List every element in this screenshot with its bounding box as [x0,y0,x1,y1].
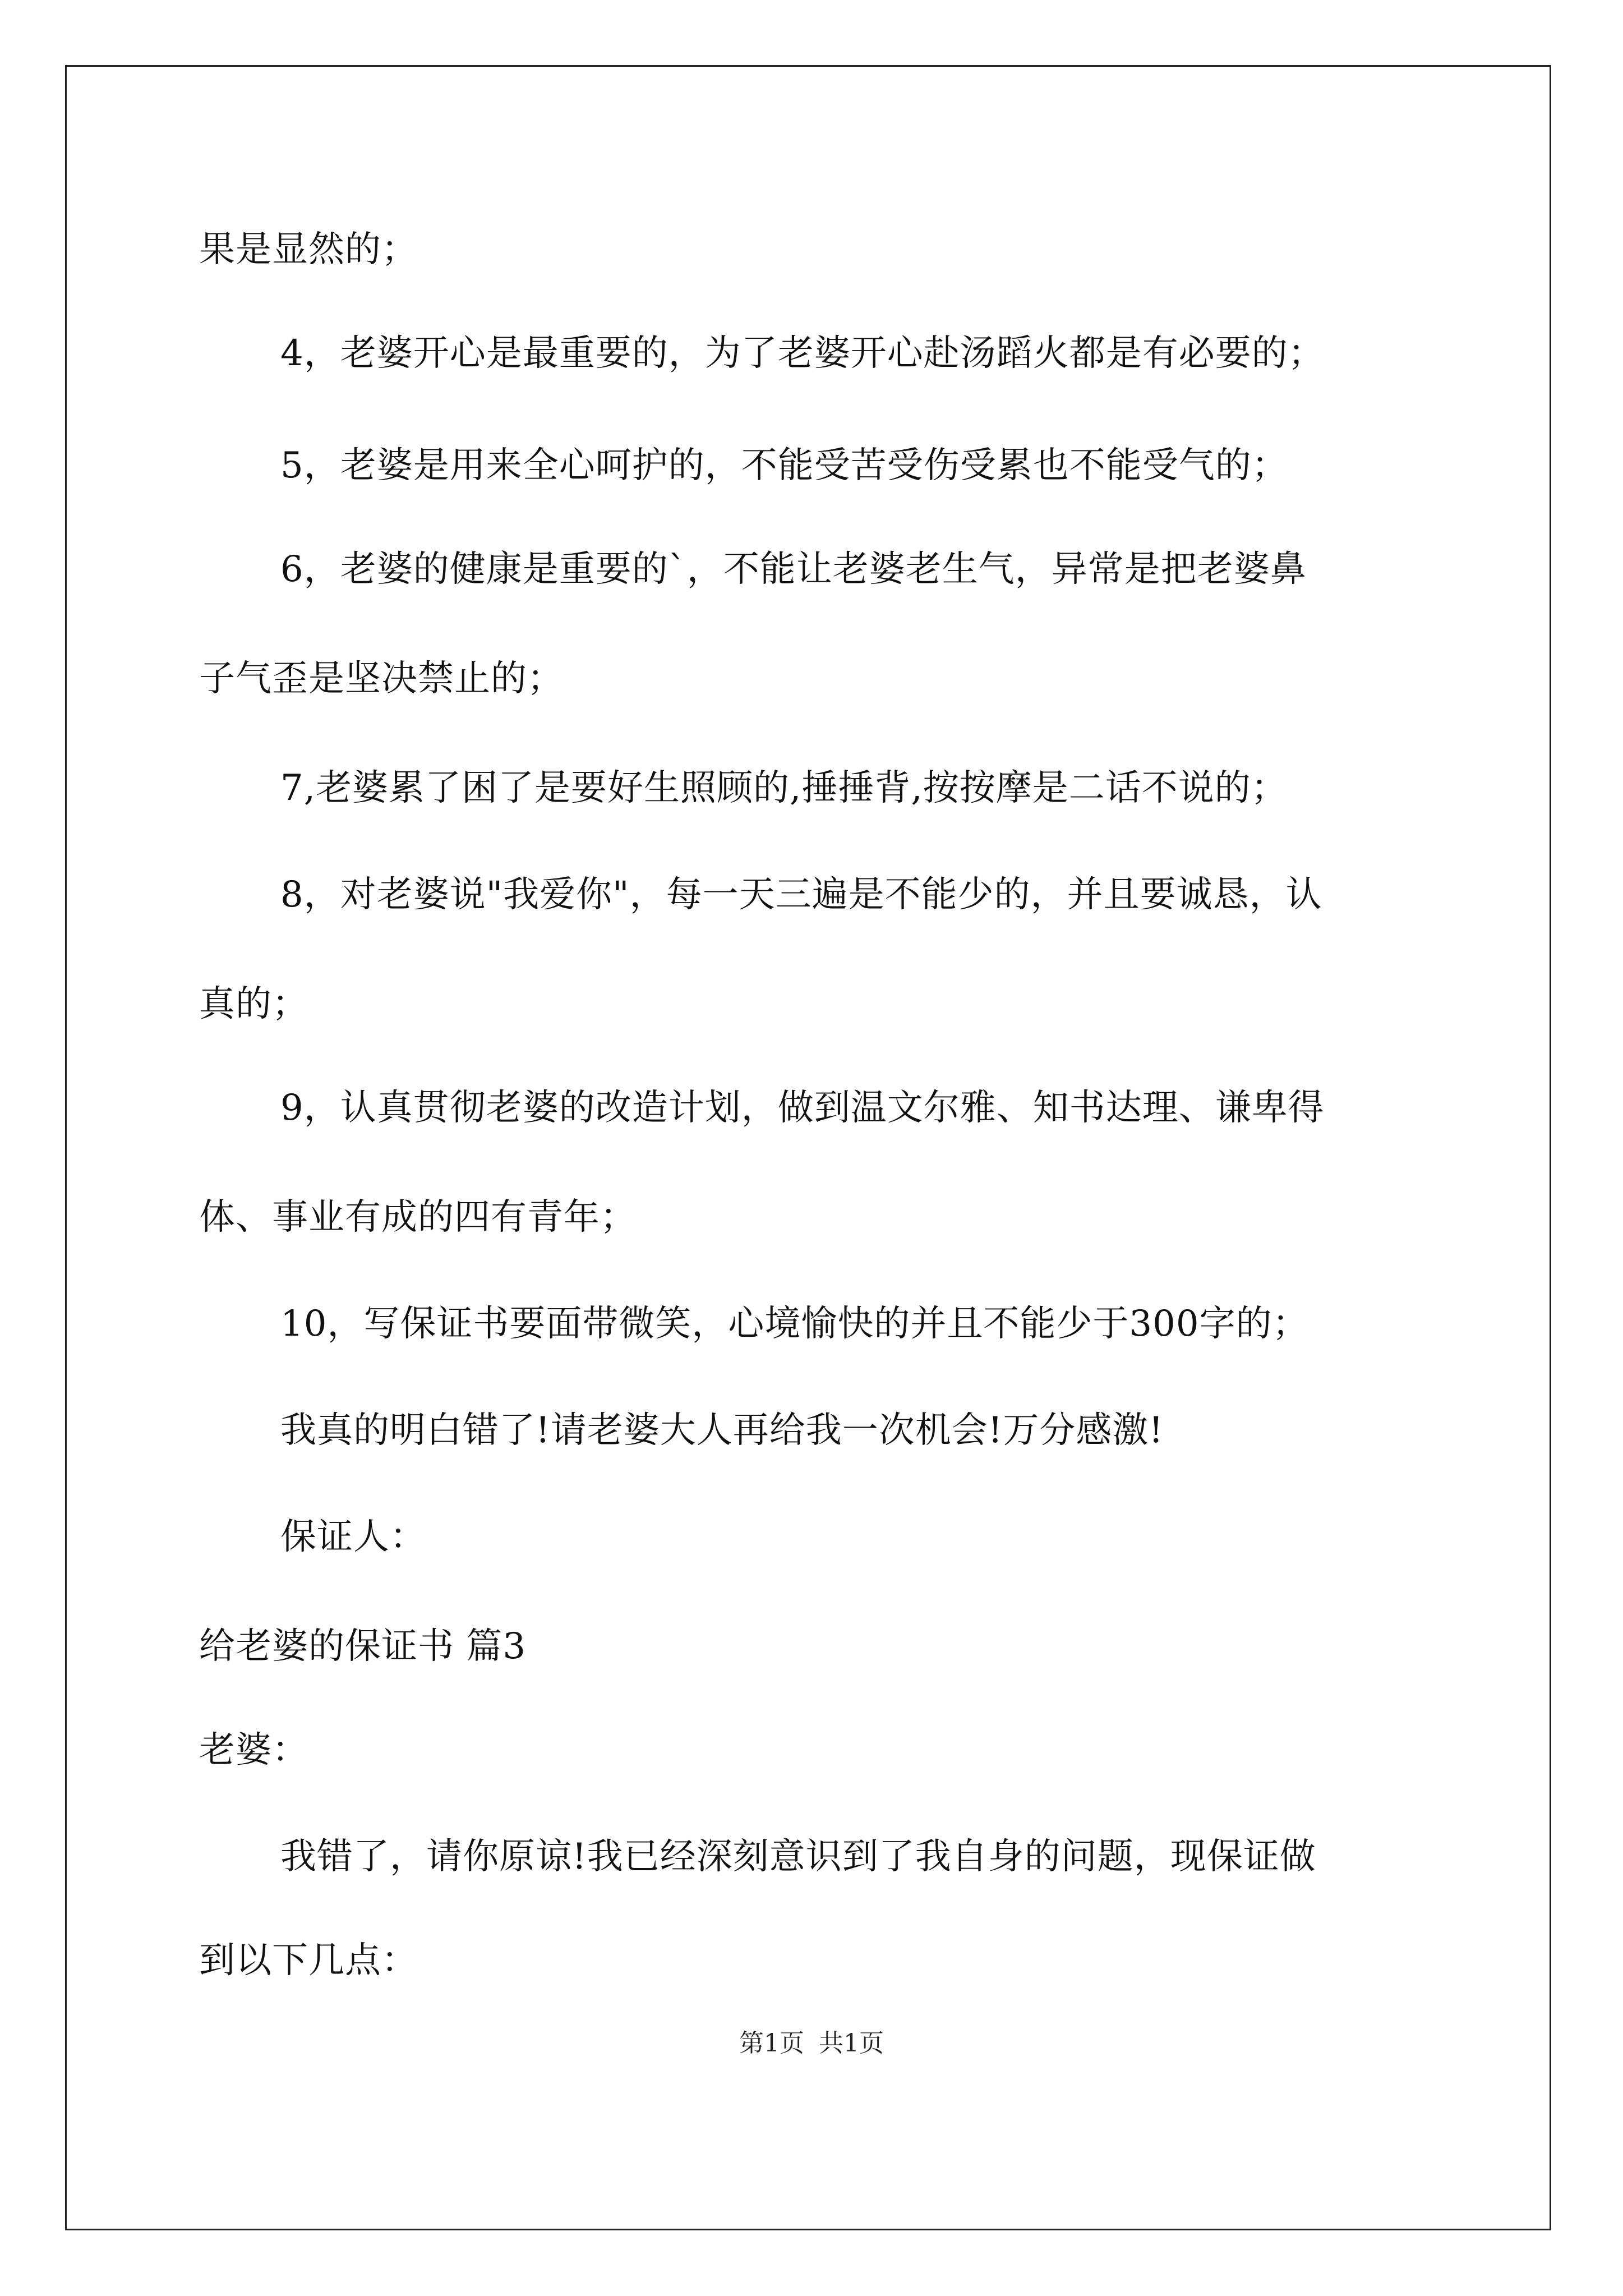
text-line: 我真的明白错了!请老婆大人再给我一次机会!万分感激! [280,1410,1164,1451]
text-line: 真的； [199,983,308,1025]
text-line: 5，老婆是用来全心呵护的，不能受苦受伤受累也不能受气的； [280,445,1288,486]
page-total: 共1页 [819,2029,884,2058]
text-line: 保证人： [280,1516,426,1558]
page-footer [0,2028,1623,2059]
text-line: 果是显然的； [199,229,418,270]
page-border [65,65,1551,2230]
section-heading: 给老婆的保证书 篇3 [199,1626,527,1667]
page-number: 第1页 [739,2029,804,2058]
text-line: 到以下几点： [199,1940,418,1981]
text-line: 9，认真贯彻老婆的改造计划，做到温文尔雅、知书达理、谦卑得 [280,1087,1325,1129]
text-line: 7,老婆累了困了是要好生照顾的,捶捶背,按按摩是二话不说的； [280,767,1288,809]
text-line: 我错了，请你原谅!我已经深刻意识到了我自身的问题，现保证做 [280,1836,1316,1878]
text-line: 体、事业有成的四有青年； [199,1197,637,1238]
text-line: 老婆： [199,1729,308,1771]
text-line: 4，老婆开心是最重要的，为了老婆开心赴汤蹈火都是有必要的； [280,333,1325,374]
text-line: 10，写保证书要面带微笑，心境愉快的并且不能少于300字的； [280,1303,1309,1345]
text-line: 6，老婆的健康是重要的`，不能让老婆老生气，异常是把老婆鼻 [280,549,1307,590]
text-line: 子气歪是坚决禁止的； [199,658,564,700]
text-line: 8，对老婆说"我爱你"，每一天三遍是不能少的，并且要诚恳，认 [280,874,1322,915]
